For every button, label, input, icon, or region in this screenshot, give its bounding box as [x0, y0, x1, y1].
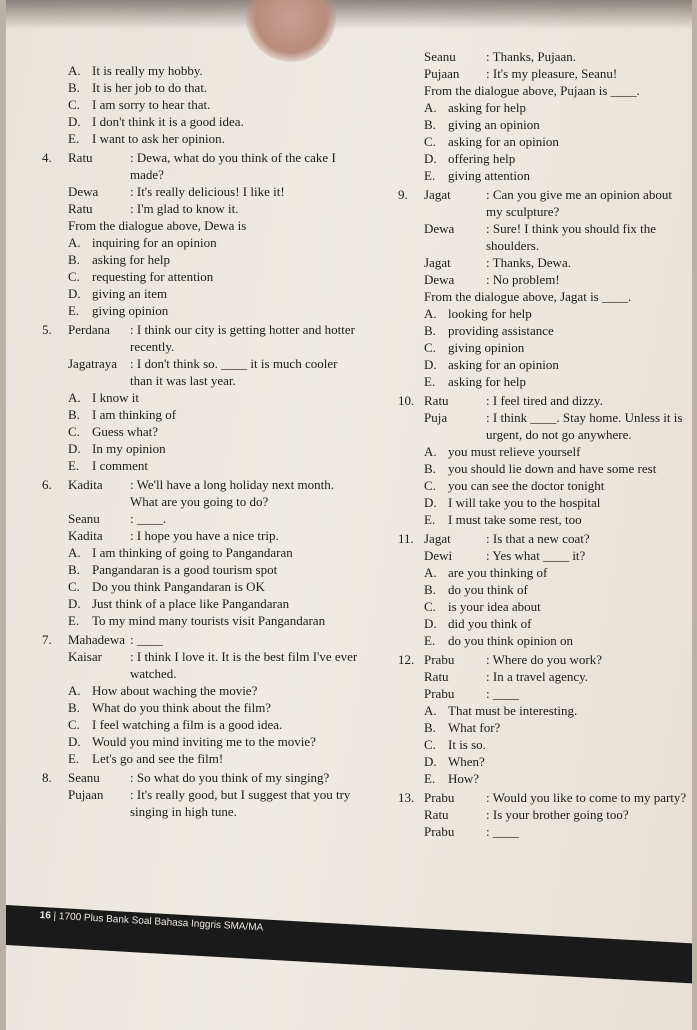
option-text: What do you think about the film?: [92, 700, 272, 715]
answer-option: [68, 268, 362, 285]
option-text: do you think opinion on: [448, 633, 573, 648]
option-letter: C.: [68, 717, 80, 732]
option-text: In my opinion: [92, 441, 166, 456]
option-letter: A.: [68, 235, 81, 250]
speaker-text: : I think I love it. It is the best film I've ever watched.: [130, 649, 358, 681]
answer-option: [424, 339, 688, 356]
answer-option: [424, 632, 688, 649]
answer-option: [424, 494, 688, 511]
speaker-name: Kaisar: [68, 649, 102, 664]
answer-option: [68, 423, 362, 440]
answer-option: [424, 615, 688, 632]
option-letter: C.: [424, 737, 436, 752]
option-letter: B.: [68, 700, 80, 715]
dialogue-line: [68, 527, 362, 544]
question-number: 13.: [398, 790, 415, 805]
option-letter: E.: [424, 374, 436, 389]
speaker-text: : I'm glad to know it.: [130, 201, 239, 216]
speaker-name: Jagat: [424, 187, 451, 202]
answer-option: [424, 770, 688, 787]
speaker-name: Dewa: [68, 184, 99, 199]
dialogue-line: [424, 651, 688, 668]
answer-option: [68, 699, 362, 716]
answer-option: [68, 96, 362, 113]
option-letter: B.: [424, 323, 436, 338]
speaker-name: Mahadewa: [68, 632, 126, 647]
option-text: are you thinking of: [448, 565, 548, 580]
speaker-name: Seanu: [68, 770, 100, 785]
speaker-text: : ____: [130, 632, 163, 647]
question-body: [68, 62, 362, 147]
option-text: Would you mind inviting me to the movie?: [92, 734, 316, 749]
answer-option: [424, 753, 688, 770]
dialogue-line: [68, 200, 362, 217]
answer-option: [424, 702, 688, 719]
speaker-name: Prabu: [424, 652, 455, 667]
option-letter: D.: [68, 114, 81, 129]
option-text: I don't think it is a good idea.: [92, 114, 244, 129]
option-text: That must be interesting.: [448, 703, 578, 718]
question-3-options: [42, 62, 362, 147]
speaker-name: Ratu: [68, 150, 93, 165]
book-page: [6, 0, 692, 1030]
dialogue-line: [68, 149, 362, 183]
option-letter: D.: [68, 596, 81, 611]
answer-option: [68, 544, 362, 561]
option-text: giving attention: [448, 168, 530, 183]
option-text: I comment: [92, 458, 148, 473]
answer-option: [424, 305, 688, 322]
option-letter: D.: [68, 286, 81, 301]
option-letter: C.: [424, 340, 436, 355]
question-number: 9.: [398, 187, 408, 202]
option-text: giving an opinion: [448, 117, 540, 132]
footer-caption: 16 | 1700 Plus Bank Soal Bahasa Inggris SMA/MA: [39, 910, 264, 934]
question-number: 12.: [398, 652, 415, 667]
dialogue-line: [68, 355, 362, 389]
dialogue-line: [68, 631, 362, 648]
answer-option: [68, 302, 362, 319]
option-letter: D.: [424, 357, 437, 372]
option-text: requesting for attention: [92, 269, 214, 284]
speaker-text: : Is your brother going too?: [486, 807, 629, 822]
option-text: I am thinking of going to Pangandaran: [92, 545, 293, 560]
speaker-name: Ratu: [424, 669, 449, 684]
option-letter: A.: [424, 100, 437, 115]
option-letter: C.: [68, 269, 80, 284]
option-letter: E.: [424, 512, 436, 527]
option-letter: D.: [68, 734, 81, 749]
speaker-text: : Can you give me an opinion about my sculpture?: [486, 187, 672, 219]
answer-option: [424, 736, 688, 753]
speaker-name: Jagat: [424, 255, 451, 270]
question-8-continued: [398, 48, 688, 184]
answer-option: [424, 564, 688, 581]
speaker-name: Ratu: [424, 807, 449, 822]
question-number: 10.: [398, 393, 415, 408]
answer-option: [68, 750, 362, 767]
option-text: It is so.: [448, 737, 486, 752]
option-letter: E.: [424, 168, 436, 183]
left-column: [42, 60, 362, 820]
answer-option: [424, 133, 688, 150]
answer-option: [68, 234, 362, 251]
option-text: I am sorry to hear that.: [92, 97, 211, 112]
option-letter: E.: [68, 458, 80, 473]
option-letter: E.: [424, 771, 436, 786]
question-body: [68, 631, 362, 767]
answer-option: [424, 581, 688, 598]
option-text: offering help: [448, 151, 516, 166]
option-text: did you think of: [448, 616, 532, 631]
right-column: [398, 46, 688, 840]
speaker-text: : I think ____. Stay home. Unless it is urgent, do not go anywhere.: [486, 410, 683, 442]
answer-option: [424, 322, 688, 339]
question-12: [398, 651, 688, 787]
option-text: providing assistance: [448, 323, 554, 338]
speaker-name: Prabu: [424, 824, 455, 839]
option-letter: E.: [424, 633, 436, 648]
question-body: [68, 476, 362, 629]
option-letter: A.: [68, 545, 81, 560]
question-body: [424, 530, 688, 649]
thumb-image: [246, 0, 336, 62]
option-text: It is her job to do that.: [92, 80, 208, 95]
speaker-text: : Dewa, what do you think of the cake I made?: [130, 150, 336, 182]
speaker-name: Dewa: [424, 272, 455, 287]
answer-option: [68, 440, 362, 457]
speaker-text: : I hope you have a nice trip.: [130, 528, 279, 543]
question-body: [68, 321, 362, 474]
question-6: [42, 476, 362, 629]
question-number-spacer: [398, 48, 424, 184]
option-text: What for?: [448, 720, 501, 735]
question-number: 5.: [42, 322, 52, 337]
question-4: [42, 149, 362, 319]
answer-option: [424, 116, 688, 133]
answer-option: [68, 62, 362, 79]
question-9: [398, 186, 688, 390]
question-body: [68, 149, 362, 319]
option-text: asking for help: [92, 252, 170, 267]
answer-option: [68, 682, 362, 699]
option-letter: A.: [424, 565, 437, 580]
answer-option: [424, 99, 688, 116]
answer-option: [68, 251, 362, 268]
answer-option: [424, 150, 688, 167]
answer-option: [68, 457, 362, 474]
speaker-name: Pujaan: [68, 787, 104, 802]
book-title: 1700 Plus Bank Soal Bahasa Inggris SMA/MA: [58, 911, 264, 934]
dialogue-line: [424, 220, 688, 254]
answer-option: [68, 716, 362, 733]
question-stem: From the dialogue above, Dewa is: [68, 218, 247, 233]
speaker-name: Puja: [424, 410, 448, 425]
option-text: inquiring for an opinion: [92, 235, 217, 250]
option-text: giving opinion: [92, 303, 169, 318]
option-text: giving opinion: [448, 340, 525, 355]
speaker-text: : ____.: [130, 511, 167, 526]
answer-option: [424, 719, 688, 736]
speaker-name: Dewi: [424, 548, 453, 563]
speaker-name: Kadita: [68, 477, 103, 492]
question-10: [398, 392, 688, 528]
speaker-name: Perdana: [68, 322, 110, 337]
question-number: 7.: [42, 632, 52, 647]
option-letter: B.: [424, 582, 436, 597]
speaker-name: Ratu: [424, 393, 449, 408]
answer-option: [68, 595, 362, 612]
speaker-text: : So what do you think of my singing?: [130, 770, 330, 785]
option-letter: C.: [424, 478, 436, 493]
speaker-text: : Would you like to come to my party?: [486, 790, 687, 805]
option-letter: E.: [68, 303, 80, 318]
dialogue-line: [68, 510, 362, 527]
option-letter: C.: [68, 97, 80, 112]
speaker-text: : It's really delicious! I like it!: [130, 184, 285, 199]
option-letter: D.: [424, 151, 437, 166]
option-letter: B.: [424, 461, 436, 476]
speaker-text: : Where do you work?: [486, 652, 603, 667]
page-number: 16: [39, 910, 52, 922]
speaker-text: : Thanks, Dewa.: [486, 255, 571, 270]
speaker-name: Prabu: [424, 790, 455, 805]
answer-option: [424, 460, 688, 477]
dialogue-line: [424, 48, 688, 65]
dialogue-line: [424, 823, 688, 840]
question-number: 4.: [42, 150, 52, 165]
option-text: Let's go and see the film!: [92, 751, 224, 766]
speaker-name: Kadita: [68, 528, 103, 543]
dialogue-line: [424, 806, 688, 823]
dialogue-line: [68, 769, 362, 786]
answer-option: [68, 113, 362, 130]
speaker-name: Seanu: [424, 49, 456, 64]
dialogue-line: [68, 786, 362, 820]
question-stem: From the dialogue above, Jagat is ____.: [424, 289, 632, 304]
question-body: [68, 769, 362, 820]
option-text: do you think of: [448, 582, 528, 597]
dialogue-line: [424, 530, 688, 547]
option-letter: D.: [424, 616, 437, 631]
option-letter: E.: [68, 131, 80, 146]
option-text: Just think of a place like Pangandaran: [92, 596, 290, 611]
answer-option: [68, 285, 362, 302]
option-letter: D.: [424, 495, 437, 510]
option-letter: A.: [68, 390, 81, 405]
question-number-spacer: [42, 62, 68, 147]
option-text: I will take you to the hospital: [448, 495, 601, 510]
answer-option: [424, 356, 688, 373]
speaker-name: Ratu: [68, 201, 93, 216]
dialogue-line: [424, 254, 688, 271]
dialogue-line: [424, 65, 688, 82]
option-text: Pangandaran is a good tourism spot: [92, 562, 278, 577]
option-letter: E.: [68, 613, 80, 628]
option-letter: D.: [68, 441, 81, 456]
question-8: [42, 769, 362, 820]
dialogue-line: [424, 186, 688, 220]
option-text: is your idea about: [448, 599, 541, 614]
option-text: I feel watching a film is a good idea.: [92, 717, 283, 732]
question-body: [424, 392, 688, 528]
option-text: asking for an opinion: [448, 134, 559, 149]
option-letter: A.: [424, 703, 437, 718]
option-text: I know it: [92, 390, 139, 405]
option-text: To my mind many tourists visit Pangandaran: [92, 613, 326, 628]
dialogue-line: [68, 321, 362, 355]
dialogue-line: [424, 392, 688, 409]
speaker-text: : I feel tired and dizzy.: [486, 393, 603, 408]
option-text: I am thinking of: [92, 407, 177, 422]
speaker-text: : Yes what ____ it?: [486, 548, 586, 563]
option-text: you can see the doctor tonight: [448, 478, 605, 493]
question-body: [424, 48, 688, 184]
question-body: [424, 651, 688, 787]
question-body: [424, 186, 688, 390]
dialogue-line: [424, 668, 688, 685]
answer-option: [424, 167, 688, 184]
option-letter: C.: [424, 599, 436, 614]
option-text: When?: [448, 754, 485, 769]
option-text: asking for an opinion: [448, 357, 559, 372]
speaker-name: Jagatraya: [68, 356, 118, 371]
option-letter: A.: [424, 306, 437, 321]
speaker-text: : Sure! I think you should fix the shoulders.: [486, 221, 657, 253]
question-13: [398, 789, 688, 840]
option-letter: B.: [424, 117, 436, 132]
speaker-text: : It's really good, but I suggest that you try singing in high tune.: [130, 787, 351, 819]
answer-option: [424, 511, 688, 528]
option-text: giving an item: [92, 286, 168, 301]
speaker-name: Prabu: [424, 686, 455, 701]
question-number: 6.: [42, 477, 52, 492]
dialogue-line: [68, 648, 362, 682]
speaker-name: Seanu: [68, 511, 100, 526]
option-letter: B.: [424, 720, 436, 735]
option-text: It is really my hobby.: [92, 63, 203, 78]
question-number: 11.: [398, 531, 414, 546]
option-text: Guess what?: [92, 424, 159, 439]
speaker-text: : It's my pleasure, Seanu!: [486, 66, 618, 81]
speaker-text: : ____: [486, 824, 519, 839]
option-text: looking for help: [448, 306, 532, 321]
answer-option: [424, 598, 688, 615]
option-text: you must relieve yourself: [448, 444, 581, 459]
speaker-text: : In a travel agency.: [486, 669, 589, 684]
option-letter: B.: [68, 252, 80, 267]
speaker-text: : Is that a new coat?: [486, 531, 590, 546]
dialogue-line: [68, 476, 362, 510]
dialogue-line: [424, 547, 688, 564]
speaker-text: : Thanks, Pujaan.: [486, 49, 577, 64]
dialogue-line: [424, 409, 688, 443]
option-letter: B.: [68, 562, 80, 577]
option-letter: D.: [424, 754, 437, 769]
question-7: [42, 631, 362, 767]
answer-option: [424, 477, 688, 494]
speaker-text: : ____: [486, 686, 519, 701]
answer-option: [68, 406, 362, 423]
answer-option: [68, 612, 362, 629]
question-5: [42, 321, 362, 474]
answer-option: [424, 373, 688, 390]
dialogue-line: [68, 183, 362, 200]
question-11: [398, 530, 688, 649]
option-letter: B.: [68, 80, 80, 95]
question-body: [424, 789, 688, 840]
speaker-name: Dewa: [424, 221, 455, 236]
answer-option: [68, 79, 362, 96]
question-number: 8.: [42, 770, 52, 785]
speaker-text: : We'll have a long holiday next month. What are you going to do?: [130, 477, 334, 509]
answer-option: [424, 443, 688, 460]
option-letter: A.: [68, 683, 81, 698]
question-stem: From the dialogue above, Pujaan is ____.: [424, 83, 640, 98]
option-text: How?: [448, 771, 480, 786]
speaker-name: Jagat: [424, 531, 451, 546]
option-text: I must take some rest, too: [448, 512, 582, 527]
speaker-text: : I think our city is getting hotter and hotter recently.: [130, 322, 355, 354]
answer-option: [68, 561, 362, 578]
answer-option: [68, 130, 362, 147]
top-shadow: [6, 0, 692, 30]
dialogue-line: [424, 789, 688, 806]
option-text: asking for help: [448, 374, 526, 389]
option-text: I want to ask her opinion.: [92, 131, 225, 146]
option-text: Do you think Pangandaran is OK: [92, 579, 265, 594]
option-letter: C.: [68, 424, 80, 439]
option-letter: A.: [424, 444, 437, 459]
answer-option: [68, 389, 362, 406]
option-letter: C.: [68, 579, 80, 594]
dialogue-line: [424, 271, 688, 288]
speaker-text: : I don't think so. ____ it is much cooler than it was last year.: [130, 356, 338, 388]
option-letter: A.: [68, 63, 81, 78]
answer-option: [68, 733, 362, 750]
answer-option: [68, 578, 362, 595]
option-letter: C.: [424, 134, 436, 149]
option-text: How about waching the movie?: [92, 683, 258, 698]
speaker-name: Pujaan: [424, 66, 460, 81]
dialogue-line: [424, 685, 688, 702]
option-letter: E.: [68, 751, 80, 766]
speaker-text: : No problem!: [486, 272, 560, 287]
option-text: asking for help: [448, 100, 526, 115]
option-text: you should lie down and have some rest: [448, 461, 657, 476]
option-letter: B.: [68, 407, 80, 422]
